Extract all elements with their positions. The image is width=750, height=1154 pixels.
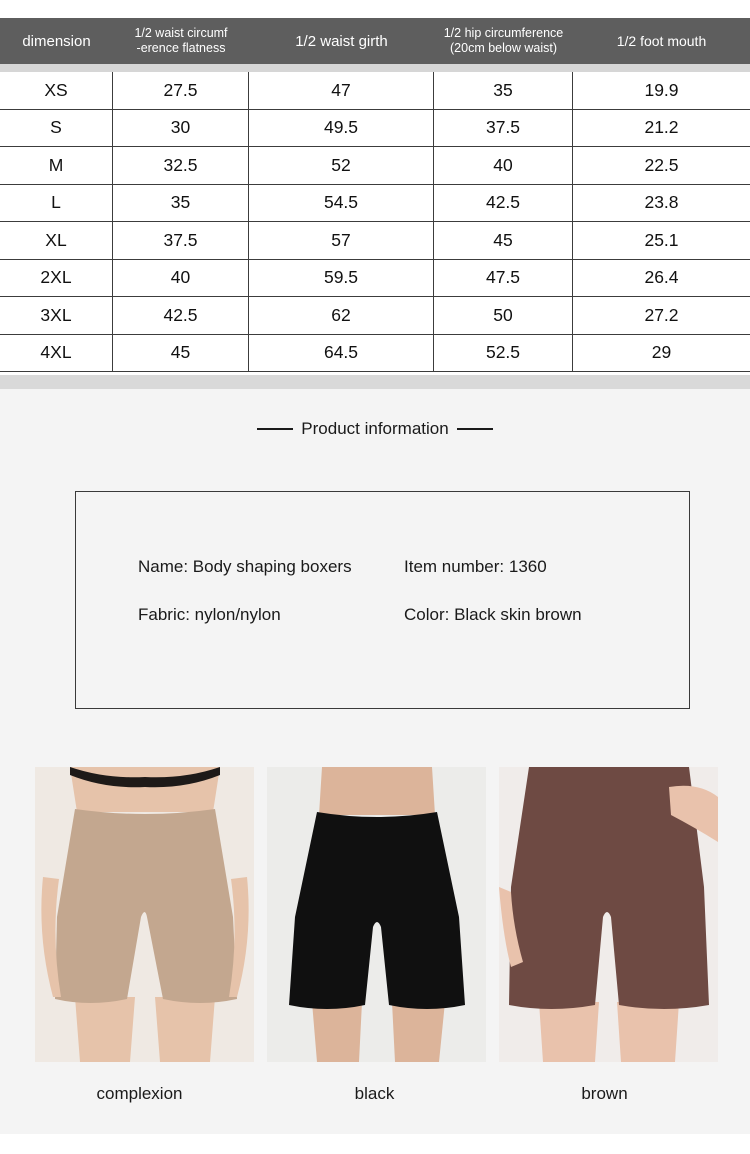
header-divider <box>0 64 750 72</box>
cell-hip-circumference: 42.5 <box>434 185 573 222</box>
cell-foot-mouth: 19.9 <box>644 79 679 100</box>
cell-waist-girth: 59.5 <box>249 260 434 297</box>
cell-waist-girth: 47 <box>249 72 434 109</box>
cell-waist-girth: 62 <box>249 297 434 334</box>
caption-complexion: complexion <box>96 1084 183 1103</box>
cell-waist-flatness: 32.5 <box>113 147 249 184</box>
cell-foot-mouth: 26.4 <box>644 267 679 288</box>
cell-foot-mouth: 25.1 <box>644 229 679 250</box>
cell-foot-mouth: 23.8 <box>644 192 679 213</box>
cell-waist-girth: 54.5 <box>249 185 434 222</box>
header-foot-mouth: 1/2 foot mouth <box>616 33 707 49</box>
table-bottom-divider <box>0 375 750 389</box>
table-row <box>0 222 750 260</box>
cell-waist-flatness: 40 <box>113 260 249 297</box>
product-photo-complexion <box>35 767 254 1062</box>
size-chart-header <box>0 18 750 64</box>
product-fabric: Fabric: nylon/nylon <box>138 605 281 624</box>
cell-waist-girth: 49.5 <box>249 110 434 147</box>
cell-foot-mouth: 27.2 <box>644 304 679 325</box>
cell-hip-circumference: 37.5 <box>434 110 573 147</box>
heading-dash-right <box>457 428 493 430</box>
heading-dash-left <box>257 428 293 430</box>
cell-size: 4XL <box>0 335 113 372</box>
cell-foot-mouth: 21.2 <box>644 117 679 138</box>
shorts-illustration-brown <box>499 767 718 1062</box>
cell-foot-mouth: 22.5 <box>644 154 679 175</box>
page-bottom-margin <box>0 1134 750 1154</box>
cell-waist-flatness: 27.5 <box>113 72 249 109</box>
table-row <box>0 72 750 110</box>
cell-size: M <box>0 147 113 184</box>
cell-waist-flatness: 42.5 <box>113 297 249 334</box>
cell-waist-girth: 57 <box>249 222 434 259</box>
product-name: Name: Body shaping boxers <box>138 557 352 576</box>
header-hip-circumference: 1/2 hip circumference (20cm below waist) <box>443 26 564 55</box>
cell-waist-flatness: 37.5 <box>113 222 249 259</box>
shorts-illustration-complexion <box>35 767 254 1062</box>
cell-size: S <box>0 110 113 147</box>
product-item-number: Item number: 1360 <box>404 557 547 576</box>
cell-hip-circumference: 40 <box>434 147 573 184</box>
header-dimension: dimension <box>22 32 91 50</box>
header-waist-girth: 1/2 waist girth <box>295 32 388 50</box>
cell-hip-circumference: 50 <box>434 297 573 334</box>
product-info-title: Product information <box>301 419 449 438</box>
cell-size: XS <box>0 72 113 109</box>
product-photo-black <box>267 767 486 1062</box>
cell-waist-girth: 64.5 <box>249 335 434 372</box>
table-row <box>0 297 750 335</box>
caption-black: black <box>354 1084 395 1103</box>
table-row <box>0 110 750 148</box>
product-info-box <box>75 491 690 709</box>
cell-size: 3XL <box>0 297 113 334</box>
cell-hip-circumference: 47.5 <box>434 260 573 297</box>
product-info-section <box>0 389 750 1134</box>
product-info-heading <box>0 419 750 439</box>
cell-hip-circumference: 52.5 <box>434 335 573 372</box>
table-row <box>0 185 750 223</box>
cell-waist-flatness: 30 <box>113 110 249 147</box>
cell-size: XL <box>0 222 113 259</box>
table-row <box>0 335 750 373</box>
cell-waist-flatness: 35 <box>113 185 249 222</box>
size-chart <box>0 0 750 389</box>
caption-brown: brown <box>581 1084 628 1103</box>
table-row <box>0 147 750 185</box>
size-chart-body <box>0 72 750 372</box>
header-waist-flatness: 1/2 waist circumf -erence flatness <box>134 26 228 55</box>
cell-size: 2XL <box>0 260 113 297</box>
cell-waist-girth: 52 <box>249 147 434 184</box>
cell-size: L <box>0 185 113 222</box>
cell-foot-mouth: 29 <box>651 342 672 363</box>
table-row <box>0 260 750 298</box>
shorts-illustration-black <box>267 767 486 1062</box>
product-color: Color: Black skin brown <box>404 605 582 624</box>
cell-waist-flatness: 45 <box>113 335 249 372</box>
cell-hip-circumference: 45 <box>434 222 573 259</box>
product-photo-brown <box>499 767 718 1062</box>
cell-hip-circumference: 35 <box>434 72 573 109</box>
